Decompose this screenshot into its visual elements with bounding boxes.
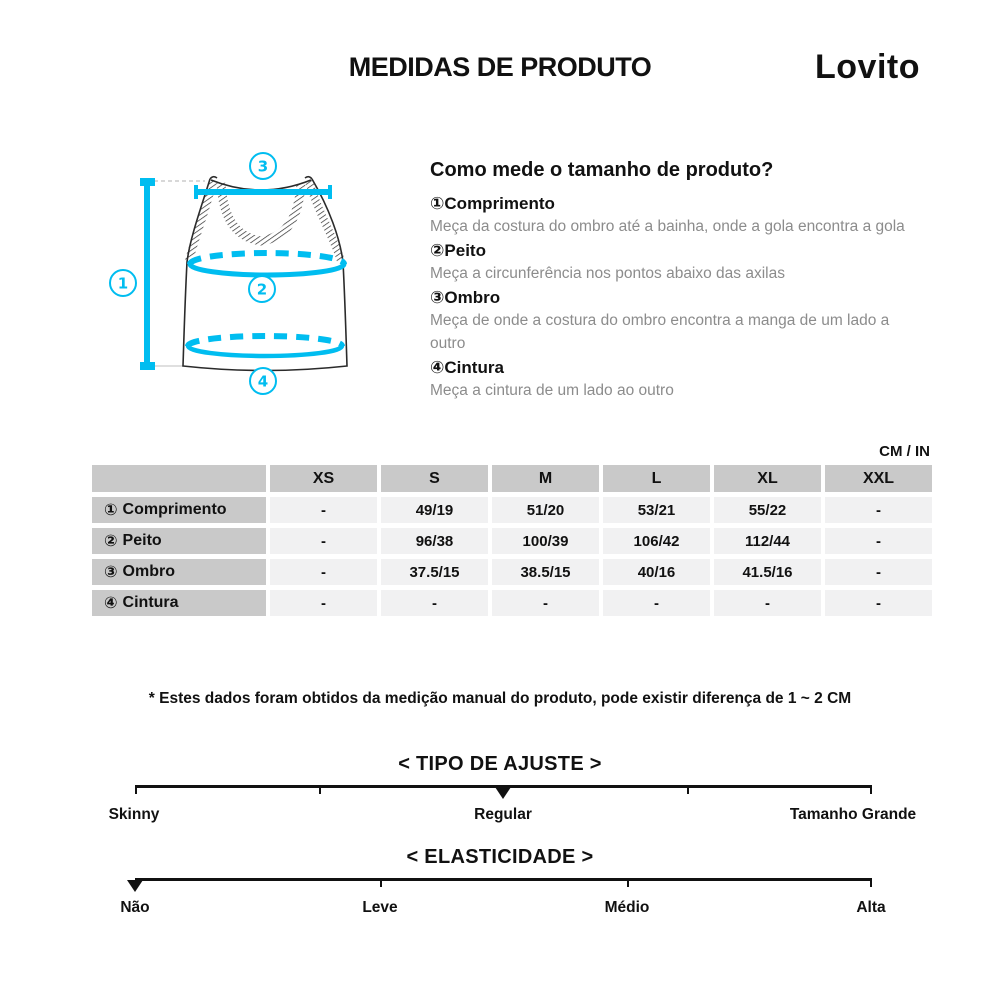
- measurement-marks: [140, 182, 344, 366]
- size-table: [92, 465, 932, 616]
- table-value-cell: 38.5/15: [492, 559, 599, 585]
- table-col-header: XXL: [825, 465, 932, 492]
- table-col-header: XS: [270, 465, 377, 492]
- table-value-cell: -: [714, 590, 821, 616]
- table-value-cell: 37.5/15: [381, 559, 488, 585]
- table-value-cell: 106/42: [603, 528, 710, 554]
- brand-logo: Lovito: [815, 48, 920, 86]
- elasticity-label-nao: Não: [120, 899, 150, 916]
- elasticity-scale-title: < ELASTICIDADE >: [406, 846, 594, 868]
- guide-item-label: ①Comprimento: [430, 194, 555, 213]
- table-value-cell: -: [381, 590, 488, 616]
- table-value-cell: -: [270, 497, 377, 523]
- table-value-cell: 53/21: [603, 497, 710, 523]
- table-corner-cell: [92, 465, 266, 492]
- fit-scale-title: < TIPO DE AJUSTE >: [398, 753, 602, 775]
- elasticity-label-leve: Leve: [362, 899, 398, 916]
- guide-item-desc: Meça de onde a costura do ombro encontra a manga de um lado a outro: [430, 312, 890, 353]
- table-value-cell: -: [270, 528, 377, 554]
- scale-tick: [870, 785, 872, 794]
- table-col-header: L: [603, 465, 710, 492]
- marker-3-number: 3: [257, 157, 269, 176]
- guide-item-desc: Meça a circunferência nos pontos abaixo das axilas: [430, 265, 785, 283]
- guide-item-desc: Meça da costura do ombro até a bainha, onde a gola encontra a gola: [430, 218, 905, 236]
- chest-ellipse-back: [190, 253, 344, 264]
- guide-item-label: ②Peito: [430, 240, 486, 260]
- chest-ellipse-front: [190, 264, 344, 275]
- elasticity-scale-track: [135, 878, 872, 881]
- table-value-cell: -: [825, 497, 932, 523]
- table-value-cell: 96/38: [381, 528, 488, 554]
- table-row-header: ③ Ombro: [92, 559, 266, 585]
- table-value-cell: 49/19: [381, 497, 488, 523]
- table-value-cell: 112/44: [714, 528, 821, 554]
- marker-1-number: 1: [117, 274, 129, 293]
- guide-heading: Como mede o tamanho de produto?: [430, 159, 774, 181]
- scale-tick: [687, 785, 689, 794]
- unit-label: CM / IN: [879, 443, 930, 460]
- guide-item-desc: Meça a cintura de um lado ao outro: [430, 382, 674, 400]
- table-col-header: XL: [714, 465, 821, 492]
- table-row-header: ① Comprimento: [92, 497, 266, 523]
- table-value-cell: -: [270, 559, 377, 585]
- table-value-cell: -: [825, 528, 932, 554]
- scale-tick: [380, 878, 382, 887]
- fit-label-tamanho-grande: Tamanho Grande: [789, 806, 917, 823]
- table-value-cell: -: [825, 559, 932, 585]
- table-row-header: ② Peito: [92, 528, 266, 554]
- marker-2-number: 2: [256, 280, 268, 299]
- waist-ellipse-front: [188, 346, 342, 356]
- measure-guide: [430, 158, 942, 403]
- guide-item-label: ④Cintura: [430, 357, 504, 377]
- scale-tick: [870, 878, 872, 887]
- measurement-disclaimer: * Estes dados foram obtidos da medição manual do produto, pode existir diferença de 1 ~ 2 CM: [148, 690, 852, 707]
- scale-tick: [627, 878, 629, 887]
- table-col-header: M: [492, 465, 599, 492]
- elasticity-label-alta: Alta: [856, 899, 886, 916]
- fit-label-skinny: Skinny: [108, 806, 160, 823]
- scale-tick: [319, 785, 321, 794]
- scale-tick: [135, 785, 137, 794]
- table-value-cell: -: [825, 590, 932, 616]
- waist-ellipse-back: [188, 336, 342, 346]
- guide-item-label: ③Ombro: [430, 287, 501, 307]
- table-value-cell: 51/20: [492, 497, 599, 523]
- fit-marker-triangle: [495, 787, 511, 799]
- page-title: MEDIDAS DE PRODUTO: [348, 52, 652, 82]
- table-value-cell: 55/22: [714, 497, 821, 523]
- table-value-cell: -: [270, 590, 377, 616]
- table-value-cell: 41.5/16: [714, 559, 821, 585]
- table-value-cell: 40/16: [603, 559, 710, 585]
- table-value-cell: -: [492, 590, 599, 616]
- elasticity-marker-triangle: [127, 880, 143, 892]
- table-row-header: ④ Cintura: [92, 590, 266, 616]
- table-value-cell: -: [603, 590, 710, 616]
- fit-label-regular: Regular: [474, 806, 532, 823]
- elasticity-label-medio: Médio: [604, 899, 650, 916]
- garment-diagram: [90, 140, 410, 410]
- table-value-cell: 100/39: [492, 528, 599, 554]
- table-col-header: S: [381, 465, 488, 492]
- marker-4-number: 4: [257, 372, 269, 391]
